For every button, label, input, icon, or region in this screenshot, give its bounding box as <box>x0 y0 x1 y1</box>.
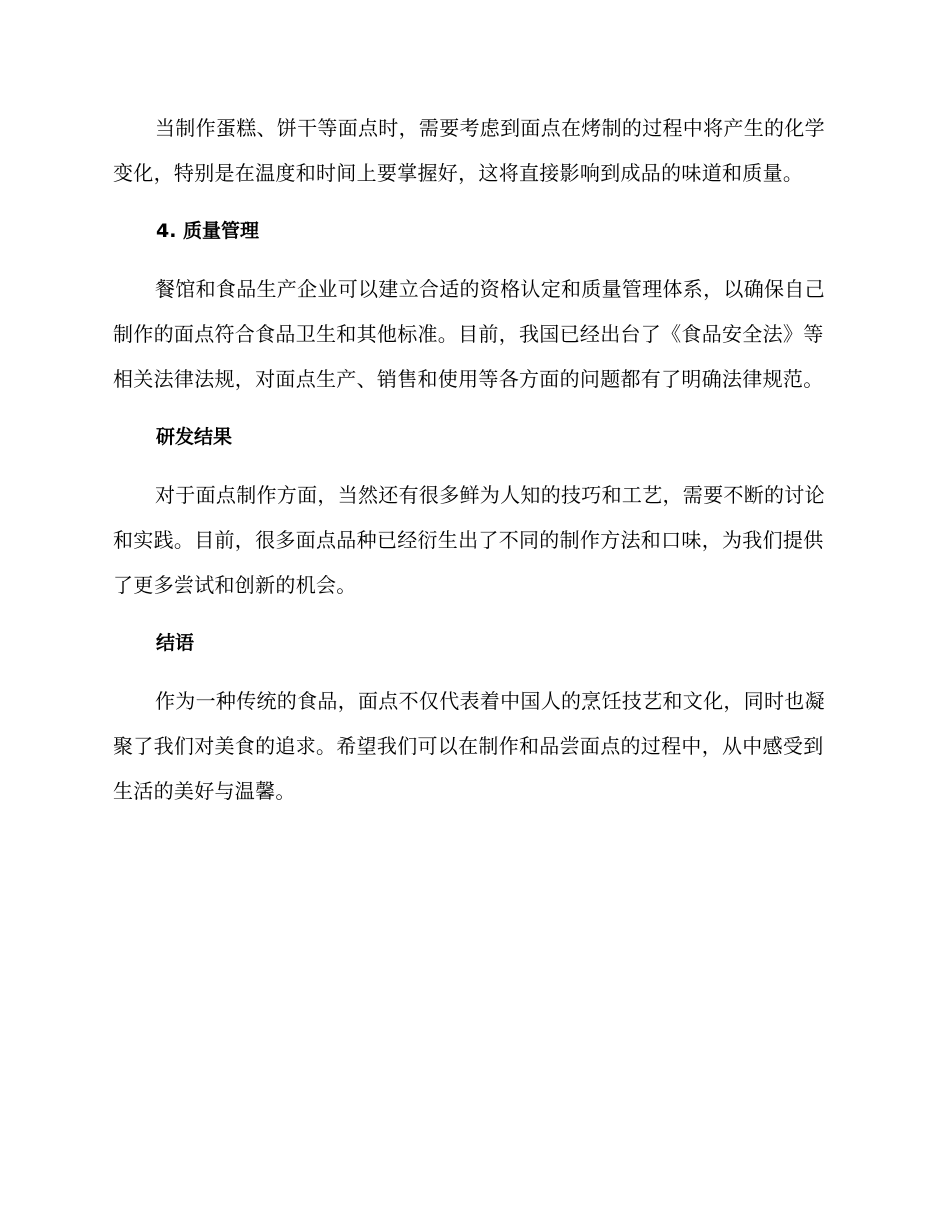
document-page <box>113 106 829 814</box>
heading-quality-management: 4. 质量管理 <box>156 220 260 242</box>
paragraph-research-results: 对于面点制作方面，当然还有很多鲜为人知的技巧和工艺，需要不断的讨论和实践。目前，很多面点品种已经衍生出了不同的制作方法和口味，为我们提供了更多尝试和创新的机会。 <box>113 483 825 597</box>
paragraph-baking: 当制作蛋糕、饼干等面点时，需要考虑到面点在烤制的过程中将产生的化学变化，特别是在温度和时间上要掌握好，这将直接影响到成品的味道和质量。 <box>113 116 825 185</box>
paragraph-conclusion: 作为一种传统的食品，面点不仅代表着中国人的烹饪技艺和文化，同时也凝聚了我们对美食的追求。希望我们可以在制作和品尝面点的过程中，从中感受到生活的美好与温馨。 <box>113 689 825 803</box>
paragraph-quality-management: 餐馆和食品生产企业可以建立合适的资格认定和质量管理体系，以确保自己制作的面点符合食品卫生和其他标准。目前，我国已经出台了《食品安全法》等相关法律法规，对面点生产、销售和使用等各方面的问题都有了明确法律规范。 <box>113 277 825 391</box>
heading-research-results: 研发结果 <box>156 426 233 448</box>
heading-conclusion: 结语 <box>156 632 195 654</box>
